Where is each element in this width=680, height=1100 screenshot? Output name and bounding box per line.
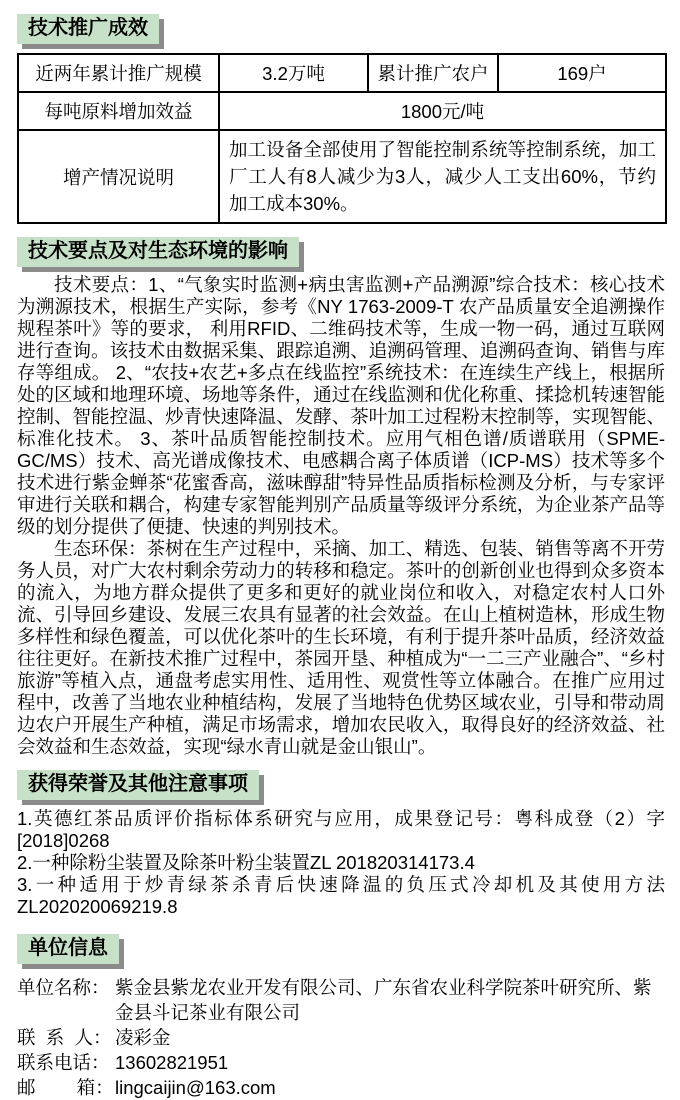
unit-row-phone <box>17 1050 665 1075</box>
cell-benefit-value: 1800元/吨 <box>219 92 666 130</box>
unit-row-email <box>17 1075 665 1100</box>
cell-increase-label: 增产情况说明 <box>18 130 219 223</box>
cell-scale-label: 近两年累计推广规模 <box>18 54 219 92</box>
cell-increase-desc: 加工设备全部使用了智能控制系统等控制系统，加工厂工人有8人减少为3人，减少人工支出60%，节约加工成本30%。 <box>219 130 666 223</box>
tech-paragraphs <box>17 274 665 758</box>
cell-farmers-value: 169户 <box>498 54 666 92</box>
cell-benefit-label: 每吨原料增加效益 <box>18 92 219 130</box>
unit-email-value: lingcaijin@163.com <box>115 1077 276 1098</box>
unit-phone-label: 联系电话： <box>17 1052 110 1073</box>
honor-item: 2.一种除粉尘装置及除茶叶粉尘装置ZL 201820314173.4 <box>17 852 475 873</box>
tech-paragraph-ecology: 生态环保：茶树在生产过程中，采摘、加工、精选、包装、销售等离不开劳务人员，对广大农村剩余劳动力的转移和稳定。茶叶的创新创业也得到众多资本的流入，为地方群众提供了更多和更好的就业岗位和收入，对稳定农村人口外流、引导回乡建设、发展三农具有显著的社会效益。在山上植树造林，形成生物多样性和绿色覆盖，可以优化茶叶的生长环境，有利于提升茶叶品质，经济效益往往更好。在新技术推广过程中，茶园开垦、种植成为“一二三产业融合”、“乡村旅游”等植入点，通盘考虑实用性、适用性、观赏性等立体融合。在推广应用过程中，改善了当地农业种植结构，发展了当地特色优势区域农业，引导和带动周边农户开展生产种植，满足市场需求，增加农民收入，取得良好的经济效益、社会效益和生态效益，实现“绿水青山就是金山银山”。 <box>17 538 665 757</box>
unit-contact-label: 联 系 人： <box>17 1027 112 1048</box>
promo-table <box>17 53 667 224</box>
tech-paragraph-keypoints: 技术要点：1、“气象实时监测+病虫害监测+产品溯源”综合技术：核心技术为溯源技术，根据生产实际，参考《NY 1763-2009-T 农产品质量安全追溯操作规程茶叶》等的要求， 利用RFID、二维码技术等，生成一物一码，通过互联网进行查询。该技术由数据采集、跟踪追溯、追溯码管理、追溯码查询、销售与库存等组成。 2、“农技+农艺+多点在线监控”系统技术：在连续生产线上，根据所处的区域和地理环境、场地等条件，通过在线监测和优化称重、揉捻机转速智能控制、智能控温、炒青快速降温、发酵、茶叶加工过程粉末控制等，实现智能、标准化技术。 3、茶叶品质智能控制技术。应用气相色谱/质谱联用（SPME-GC/MS）技术、高光谱成像技术、电感耦合离子体质谱（ICP-MS）技术等多个技术进行紫金蝉茶“花蜜香高，滋味醇甜”特异性品质指标检测及分析，与专家评审进行关联和耦合，构建专家智能判别产品质量等级评分系统，为企业茶产品等级的划分提供了便捷、快速的判别技术。 <box>17 274 665 537</box>
section-tech <box>17 237 665 758</box>
honor-list <box>17 808 665 918</box>
table-row <box>18 92 666 130</box>
section-promo <box>17 14 665 224</box>
unit-email-label: 邮 箱： <box>17 1077 114 1098</box>
cell-farmers-label: 累计推广农户 <box>368 54 498 92</box>
section-unit <box>17 934 665 1100</box>
section-title-unit: 单位信息 <box>17 934 119 964</box>
section-title-tech: 技术要点及对生态环境的影响 <box>17 237 299 267</box>
table-row <box>18 130 666 223</box>
unit-row-contact <box>17 1025 665 1050</box>
unit-rows <box>17 975 665 1100</box>
unit-phone-value: 13602821951 <box>115 1052 229 1073</box>
section-title-honors: 获得荣誉及其他注意事项 <box>17 770 259 800</box>
unit-row-name <box>17 975 665 1025</box>
unit-name-value: 紫金县紫龙农业开发有限公司、广东省农业科学院茶叶研究所、紫金县斗记茶业有限公司 <box>115 977 652 1023</box>
table-row <box>18 54 666 92</box>
section-title-promo: 技术推广成效 <box>17 14 159 44</box>
unit-contact-value: 凌彩金 <box>115 1027 171 1048</box>
honor-item: 1.英德红茶品质评价指标体系研究与应用，成果登记号：粤科成登（2）字[2018]0268 <box>17 808 665 851</box>
honor-item: 3.一种适用于炒青绿茶杀青后快速降温的负压式冷却机及其使用方法ZL202020069219.8 <box>17 874 665 917</box>
cell-scale-value: 3.2万吨 <box>219 54 368 92</box>
unit-name-label: 单位名称： <box>17 977 110 998</box>
section-honors <box>17 770 665 918</box>
